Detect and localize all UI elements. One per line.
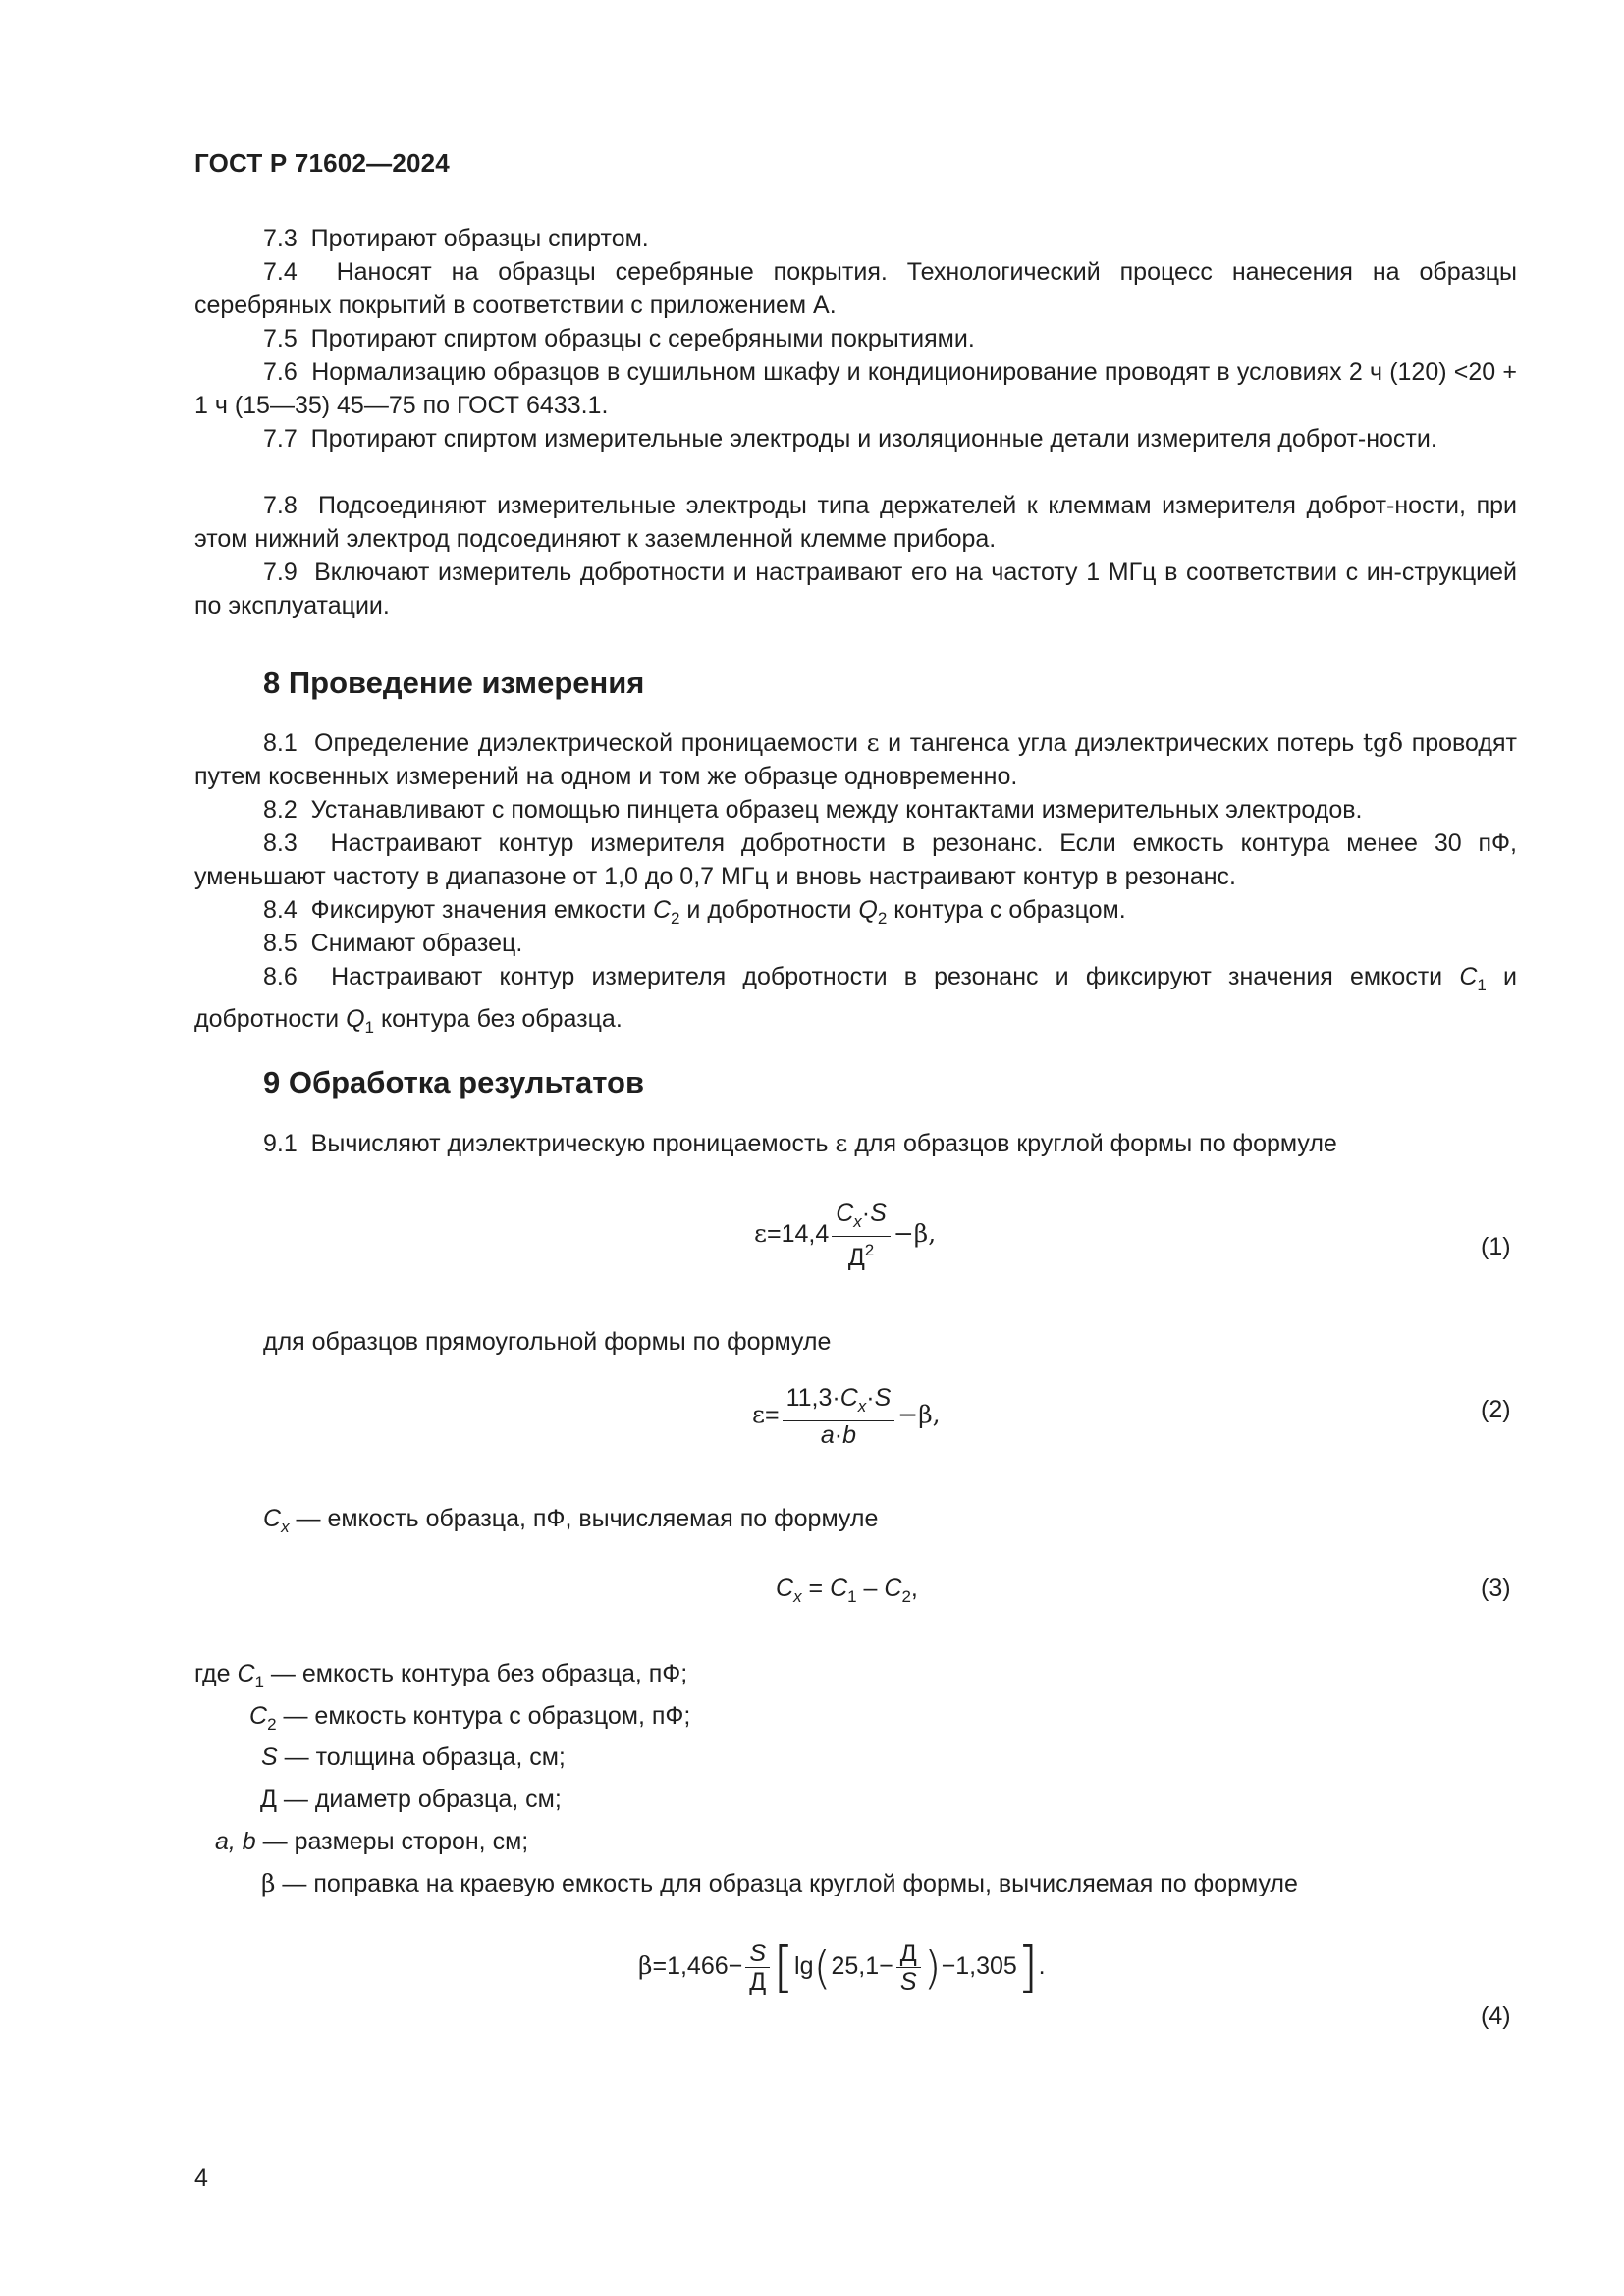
formula-3: $C_x = C_1 - C_2$, (776, 1575, 918, 1606)
legend-row-ab: a, b — размеры сторон, см; (215, 1828, 529, 1855)
paragraph-7-5: 7.5 Протирают спиртом образцы с серебряными покрытиями. (263, 325, 975, 352)
formula-4: β=1,466− $\frac{S}{Д}$ [lg(25,1− $\frac{Д}{S}$ )−1,305]. (638, 1935, 1046, 2000)
section-9-heading: 9 Обработка результатов (263, 1065, 645, 1099)
legend-row-c2: $C_2$ — емкость контура с образцом, пФ; (249, 1702, 691, 1734)
paragraph-8-1: 8.1 Определение диэлектрической проницаемости ε и тангенса угла диэлектрических потерь tgδ проводят путем косвенных измерений на одном и том же образце одновременно. (194, 728, 1517, 790)
paragraph-7-9: 7.9 Включают измеритель добротности и настраивают его на частоту 1 МГц в соответствии с ин-струкцией по эксплуатации. (194, 559, 1517, 619)
equation-number-1: (1) (1481, 1233, 1511, 1260)
formula-2: ε= $\frac{11,3\cdot C_x\cdot S}{a\cdot b}$ −β, (752, 1384, 941, 1449)
paragraph-rectangular-intro: для образцов прямоугольной формы по формуле (263, 1328, 832, 1356)
paragraph-8-4: 8.4 Фиксируют значения емкости $C_2$ и добротности $Q_2$ контура с образцом. (263, 896, 1126, 928)
paragraph-7-3: 7.3 Протирают образцы спиртом. (263, 225, 649, 252)
paragraph-cx-intro: $C_x$ — емкость образца, пФ, вычисляемая по формуле (263, 1505, 879, 1536)
paragraph-8-6: 8.6 Настраивают контур измерителя добротности в резонанс и фиксируют значения емкости $C_1$ и добротности $Q_1$ контура без образца. (194, 963, 1517, 1037)
legend-row-beta: β — поправка на краевую емкость для образца круглой формы, вычисляемая по формуле (261, 1869, 1298, 1897)
paragraph-8-3: 8.3 Настраивают контур измерителя добротности в резонанс. Если емкость контура менее 30 пФ, уменьшают частоту в диапазоне от 1,0 до 0,7 МГц и вновь настраивают контур в резонанс. (194, 829, 1517, 890)
document-header: ГОСТ Р 71602—2024 (194, 148, 450, 178)
paragraph-7-8: 7.8 Подсоединяют измерительные электроды типа держателей к клеммам измерителя доброт-ности, при этом нижний электрод подсоединяют к заземленной клемме прибора. (194, 492, 1517, 553)
paragraph-8-5: 8.5 Снимают образец. (263, 930, 523, 957)
formula-1: ε=14,4 $\frac{C_x\cdot S}{Д^2}$ −β, (754, 1200, 937, 1271)
paragraph-7-7: 7.7 Протирают спиртом измерительные электроды и изоляционные детали измерителя доброт-ности. (263, 425, 1437, 453)
legend-row-s: S — толщина образца, см; (261, 1743, 566, 1771)
legend-row-d: Д — диаметр образца, см; (260, 1786, 562, 1813)
legend-row-c1: где $C_1$ — емкость контура без образца, пФ; (194, 1660, 688, 1691)
equation-number-2: (2) (1481, 1396, 1511, 1423)
paragraph-8-2: 8.2 Устанавливают с помощью пинцета образец между контактами измерительных электродов. (263, 796, 1363, 824)
equation-number-3: (3) (1481, 1575, 1511, 1602)
paragraph-7-6: 7.6 Нормализацию образцов в сушильном шкафу и кондиционирование проводят в условиях 2 ч (120) <20 + 1 ч (15—35) 45—75 по ГОСТ 6433.1. (194, 358, 1517, 419)
equation-number-4: (4) (1481, 2002, 1511, 2030)
paragraph-9-1: 9.1 Вычисляют диэлектрическую проницаемость ε для образцов круглой формы по формуле (263, 1129, 1337, 1157)
paragraph-7-4: 7.4 Наносят на образцы серебряные покрытия. Технологический процесс нанесения на образцы серебряных покрытий в соответствии с приложением А. (194, 258, 1517, 319)
page-number: 4 (194, 2164, 208, 2192)
section-8-heading: 8 Проведение измерения (263, 666, 645, 700)
